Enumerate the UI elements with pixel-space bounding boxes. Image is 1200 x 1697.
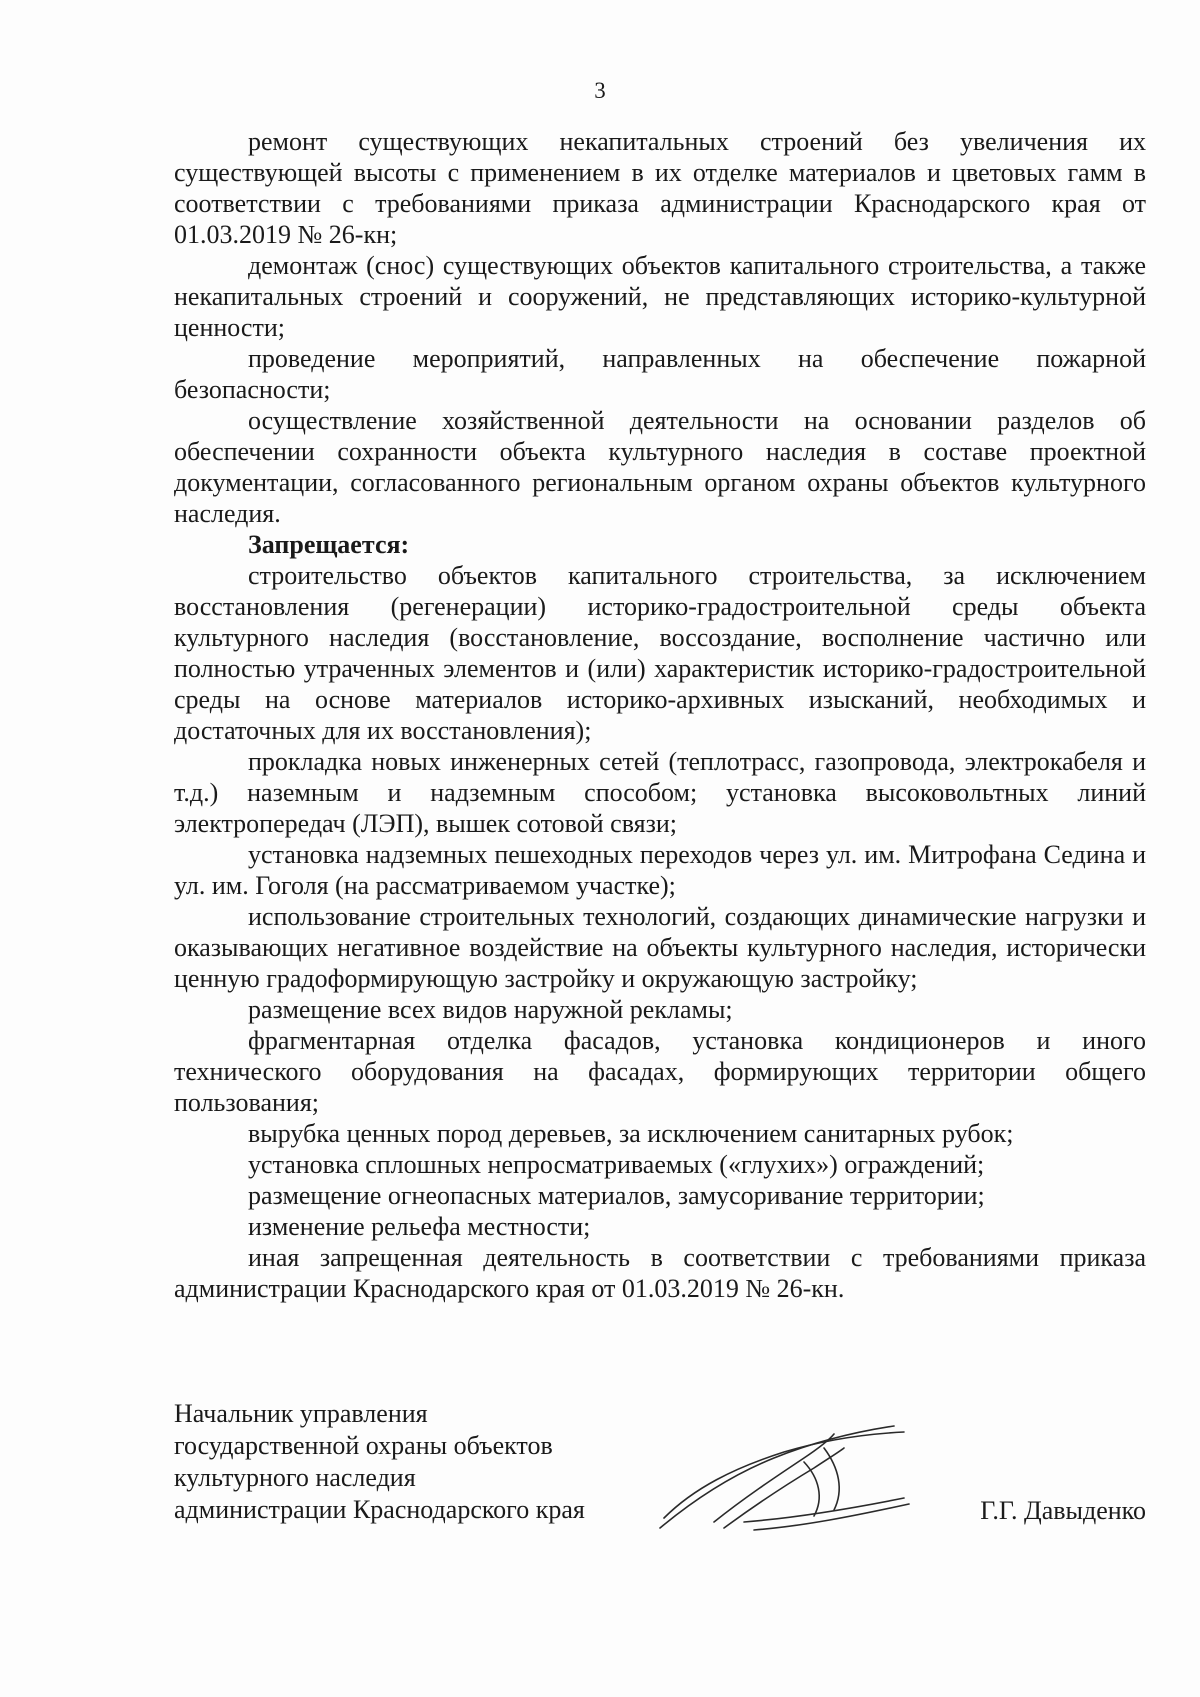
paragraph: прокладка новых инженерных сетей (теплотрасс, газопровода, электрокабеля и т.д.) наземным и надземным способом; установка высоковольтных линий электропередач (ЛЭП), вышек сотовой связи; [174, 747, 1146, 838]
signatory-title-line: администрации Краснодарского края [174, 1495, 585, 1524]
paragraph: установка сплошных непросматриваемых («глухих») ограждений; [248, 1150, 985, 1179]
signatory-name: Г.Г. Давыденко [980, 1496, 1146, 1525]
paragraph: использование строительных технологий, создающих динамические нагрузки и оказывающих негативное воздействие на объекты культурного наследия, исторически ценную градоформирующую застройку и окружающую застройку; [174, 902, 1146, 993]
signatory-title-line: государственной охраны объектов [174, 1431, 553, 1460]
document-body [174, 126, 1146, 1304]
paragraph: осуществление хозяйственной деятельности на основании разделов об обеспечении сохранности объекта культурного наследия в составе проектной документации, согласованного региональным органом охраны объектов культурного наследия. [174, 406, 1146, 528]
section-heading: Запрещается: [248, 530, 410, 559]
paragraph: фрагментарная отделка фасадов, установка кондиционеров и иного технического оборудования на фасадах, формирующих территории общего пользования; [174, 1026, 1146, 1117]
signatory-title-line: культурного наследия [174, 1463, 416, 1492]
signatory-title-line: Начальник управления [174, 1399, 428, 1428]
paragraph: строительство объектов капитального строительства, за исключением восстановления (регенерации) историко-градостроительной среды объекта культурного наследия (восстановление, воссоздание, восполнение частично или полностью утраченных элементов и (или) характеристик историко-градостроительной среды на основе материалов историко-архивных изысканий, необходимых и достаточных для их восстановления); [174, 561, 1146, 745]
paragraph: иная запрещенная деятельность в соответствии с требованиями приказа администрации Краснодарского края от 01.03.2019 № 26-кн. [174, 1243, 1146, 1303]
paragraph: размещение всех видов наружной рекламы; [248, 995, 733, 1024]
paragraph: проведение мероприятий, направленных на обеспечение пожарной безопасности; [174, 344, 1146, 404]
paragraph: размещение огнеопасных материалов, замусоривание территории; [248, 1181, 985, 1210]
paragraph: изменение рельефа местности; [248, 1212, 591, 1241]
page-number: 3 [594, 78, 606, 103]
handwritten-signature [654, 1418, 914, 1538]
signatory-title [174, 1398, 694, 1526]
paragraph: вырубка ценных пород деревьев, за исключением санитарных рубок; [248, 1119, 1014, 1148]
signature-block [174, 1398, 1146, 1588]
paragraph: установка надземных пешеходных переходов через ул. им. Митрофана Седина и ул. им. Гоголя (на рассматриваемом участке); [174, 840, 1146, 900]
paragraph: демонтаж (снос) существующих объектов капитального строительства, а также некапитальных строений и сооружений, не представляющих историко-культурной ценности; [174, 251, 1146, 342]
paragraph: ремонт существующих некапитальных строений без увеличения их существующей высоты с применением в их отделке материалов и цветовых гамм в соответствии с требованиями приказа администрации Краснодарского края от 01.03.2019 № 26-кн; [174, 127, 1146, 249]
